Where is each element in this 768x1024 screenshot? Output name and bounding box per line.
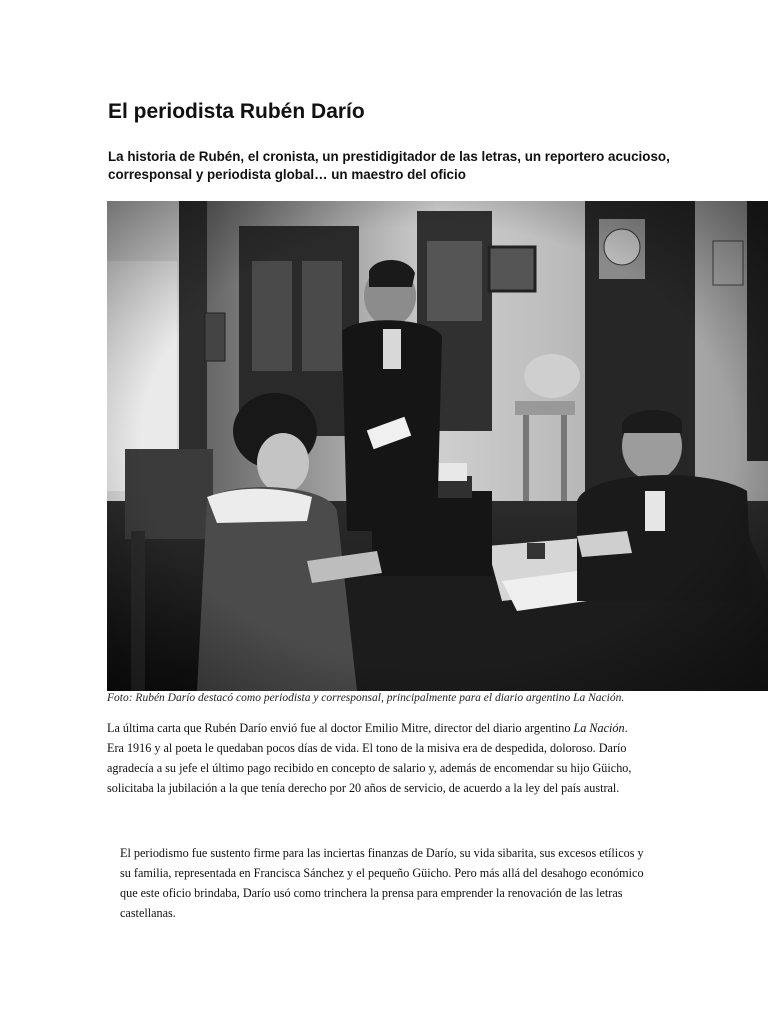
photo-illustration xyxy=(107,201,768,691)
paragraph-1-text-a: La última carta que Rubén Darío envió fue al doctor Emilio Mitre, director del diario argentino xyxy=(107,721,574,735)
paragraph-1-text-b: . Era 1916 y al poeta le quedaban pocos días de vida. El tono de la misiva era de despedida, doloroso. Darío agradecía a su jefe el último pago recibido en concepto de salario y, además de encomendar su hijo Güicho, solicitaba la jubilación a la que tenía derecho por 20 años de servicio, de acuerdo a la ley del país austral. xyxy=(107,721,632,795)
article-paragraph-2: El periodismo fue sustento firme para las inciertas finanzas de Darío, su vida sibarita, sus excesos etílicos y su familia, representada en Francisca Sánchez y el pequeño Güicho. Pero más allá del desahogo económico que este oficio brindaba, Darío usó como trinchera la prensa para emprender la renovación de las letras castellanas. xyxy=(120,846,644,920)
photo-caption: Foto: Rubén Darío destacó como periodista y corresponsal, principalmente para el diario argentino La Nación. xyxy=(107,692,625,704)
article-paragraph-1 xyxy=(107,718,642,798)
article-subtitle: La historia de Rubén, el cronista, un prestidigitador de las letras, un reportero acucioso, corresponsal y periodista global… un maestro del oficio xyxy=(108,149,670,182)
article-photo xyxy=(107,201,768,691)
article-title: El periodista Rubén Darío xyxy=(108,100,365,123)
newspaper-name: La Nación xyxy=(573,721,625,735)
